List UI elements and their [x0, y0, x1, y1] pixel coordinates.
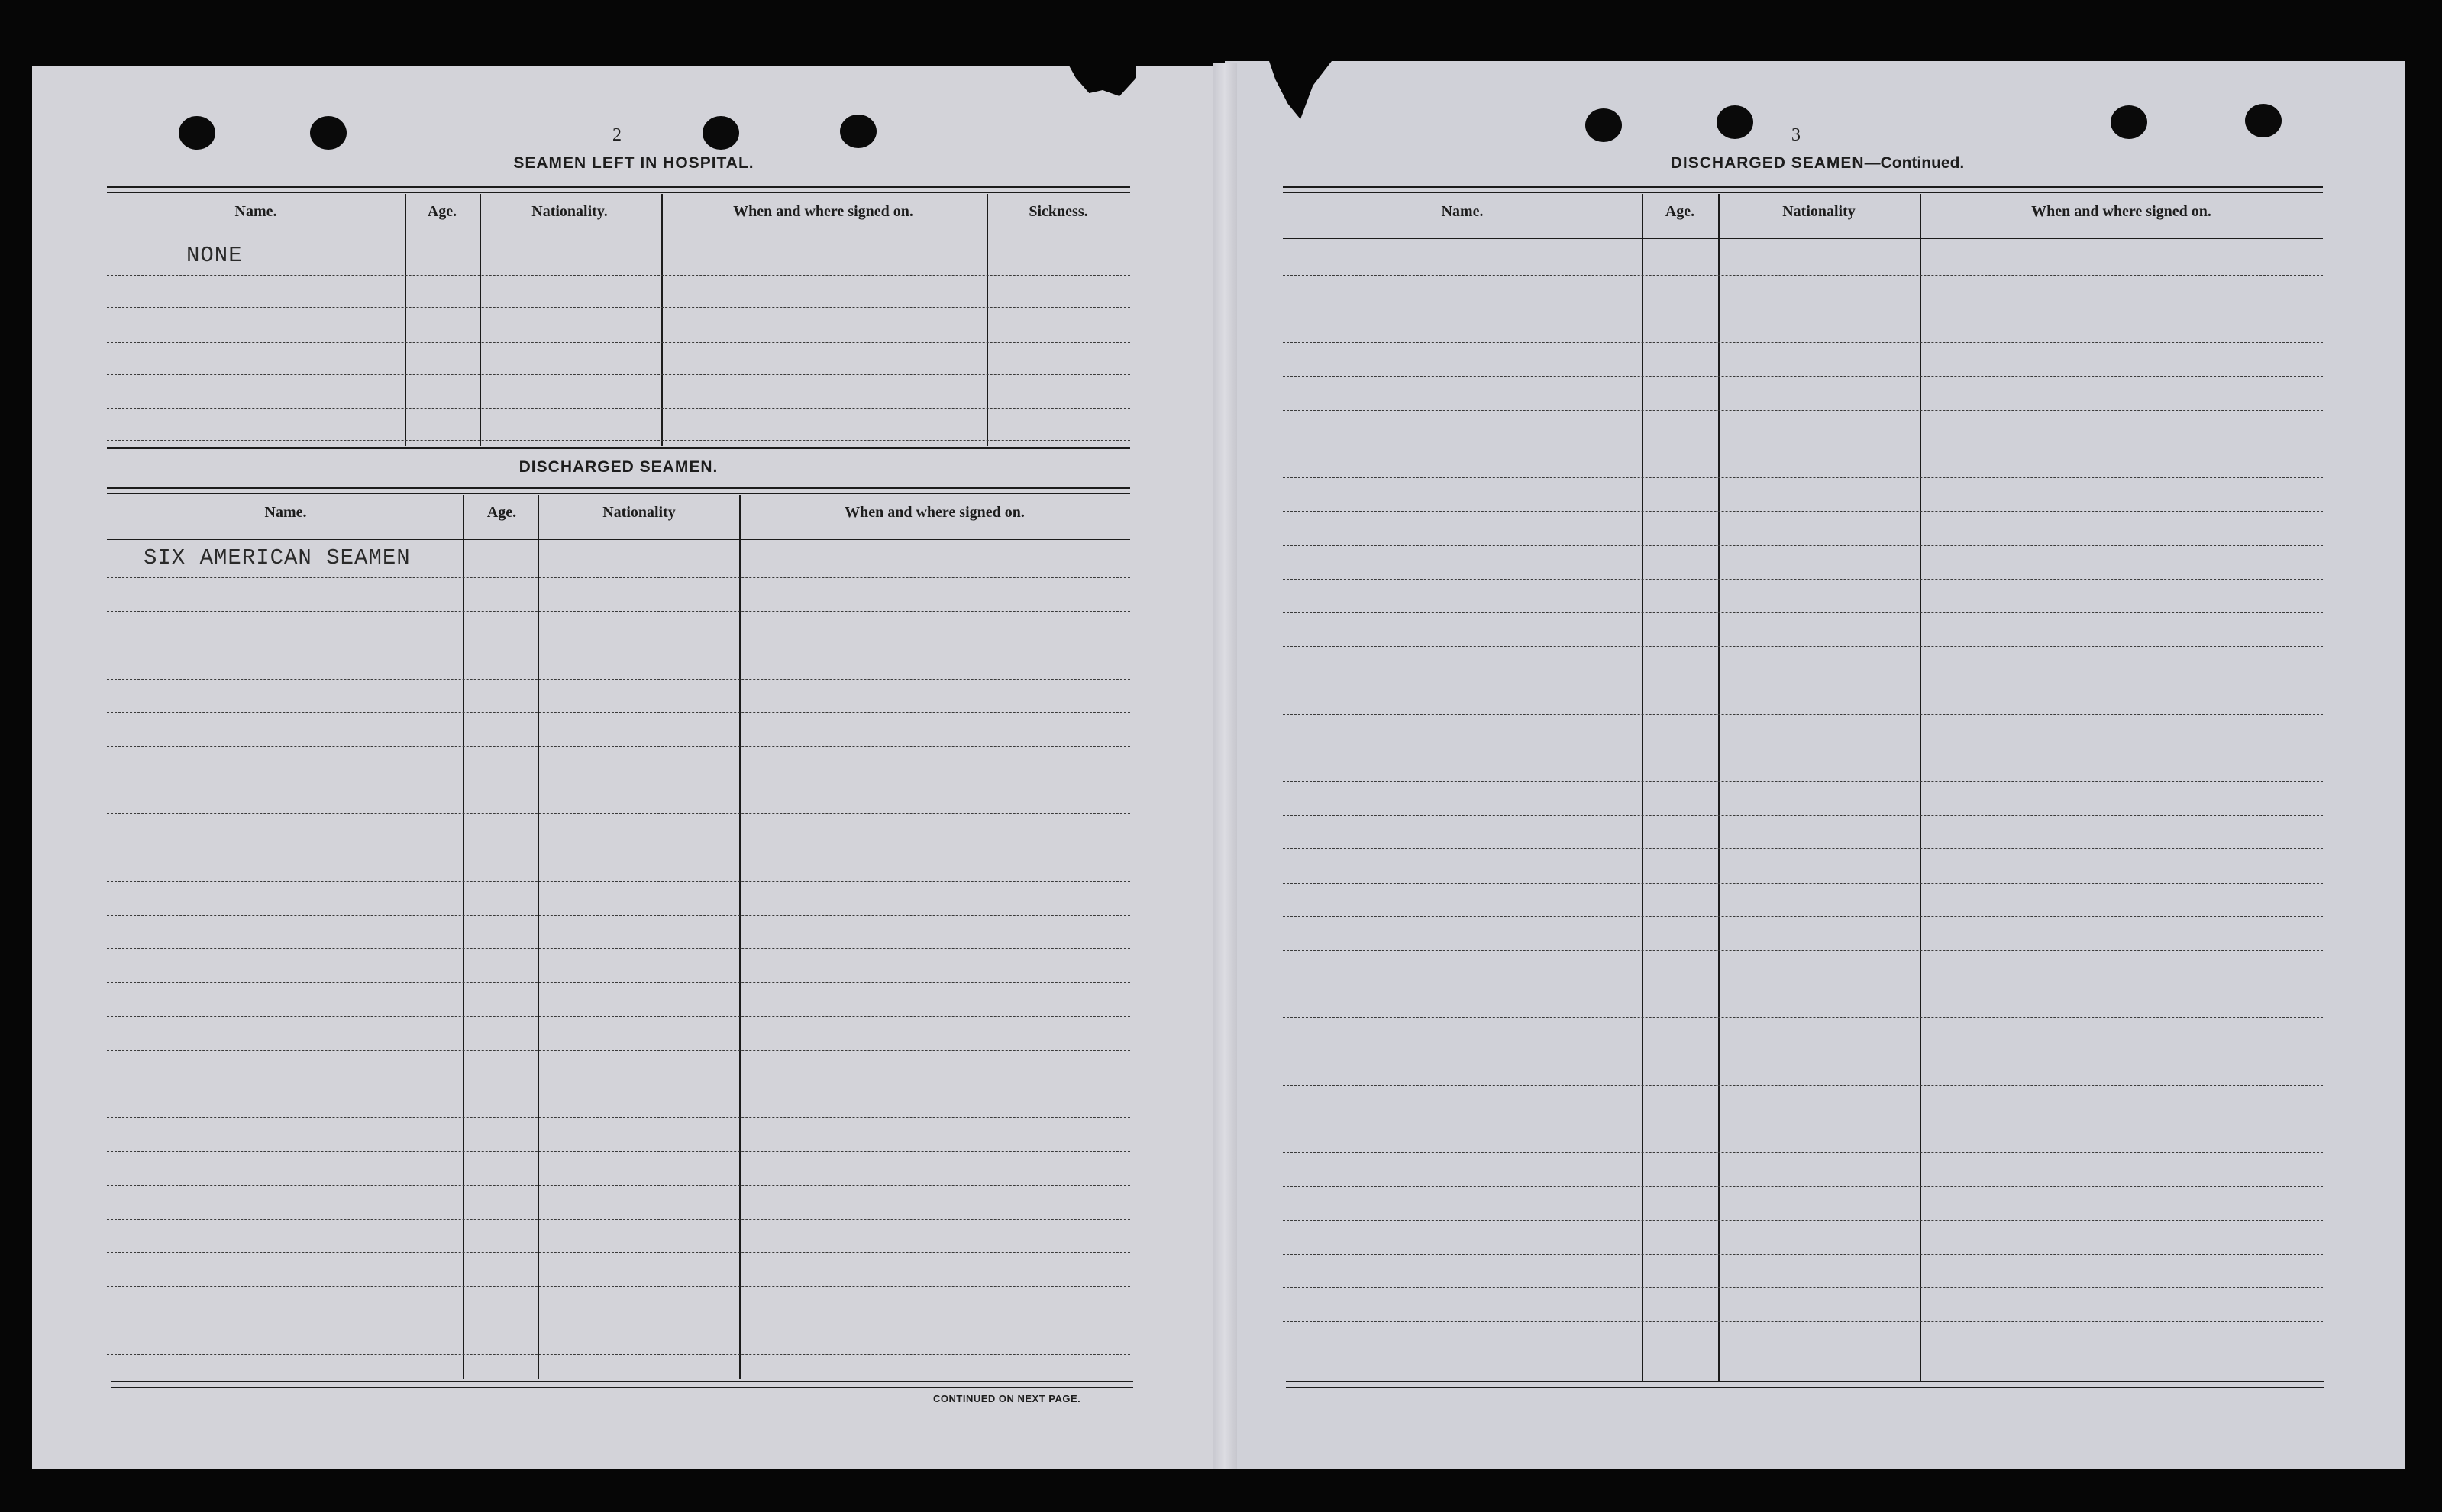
discharged-table-top-rule [107, 487, 1130, 489]
discharged-header-rule [107, 539, 1130, 540]
table-row-rule [107, 915, 1130, 916]
discharged-col-age: Age. [486, 504, 517, 521]
table-row-rule [1283, 848, 2323, 849]
discharged-col-divider [739, 495, 741, 1379]
right-table-top-rule [1283, 186, 2323, 188]
right-header-rule [1283, 238, 2323, 239]
table-row-rule [1283, 1186, 2323, 1187]
table-row-rule [1283, 477, 2323, 478]
table-row-rule [107, 813, 1130, 814]
discharged-col-divider [538, 495, 539, 1379]
table-row-rule [1283, 1321, 2323, 1322]
table-row-rule [107, 712, 1130, 713]
table-row-rule [1283, 376, 2323, 377]
hospital-row-rule [107, 440, 1130, 441]
punch-hole [2245, 104, 2282, 137]
discharged-col-divider [463, 495, 464, 1379]
table-row-rule [107, 1050, 1130, 1051]
table-row-rule [107, 1185, 1130, 1186]
hospital-table-bottom-rule [107, 447, 1130, 449]
punch-hole [703, 116, 739, 150]
table-row-rule [107, 611, 1130, 612]
right-col-when-where: When and where signed on. [2031, 203, 2211, 220]
table-row-rule [107, 1286, 1130, 1287]
table-row-rule [1283, 1085, 2323, 1086]
discharged-continued-title-main: DISCHARGED SEAMEN [1670, 154, 1865, 172]
hospital-row-rule [107, 275, 1130, 276]
hospital-col-name: Name. [234, 203, 277, 220]
table-row-rule [1283, 916, 2323, 917]
table-row-rule [1283, 511, 2323, 512]
hospital-table-top-rule [107, 186, 1130, 188]
discharged-col-nationality: Nationality [602, 504, 676, 521]
hospital-row-rule [107, 374, 1130, 375]
table-row-rule [1283, 1287, 2323, 1288]
punch-hole [1585, 108, 1622, 142]
table-row-rule [1283, 579, 2323, 580]
table-row-rule [1283, 1220, 2323, 1221]
discharged-col-when-where: When and where signed on. [845, 504, 1025, 521]
hospital-section-title: SEAMEN LEFT IN HOSPITAL. [513, 154, 754, 172]
discharged-continued-title-suffix: —Continued. [1864, 154, 1965, 172]
continued-note: CONTINUED ON NEXT PAGE. [933, 1393, 1081, 1404]
punch-hole [1717, 105, 1753, 139]
table-row-rule [1283, 1152, 2323, 1153]
right-table-top-rule [1283, 192, 2323, 193]
page-number: 2 [612, 125, 622, 145]
table-row-rule [1283, 410, 2323, 411]
discharged-section-title: DISCHARGED SEAMEN. [518, 458, 719, 476]
table-row-rule [1283, 275, 2323, 276]
right-col-divider [1920, 194, 1921, 1381]
discharged-entry-name: SIX AMERICAN SEAMEN [144, 545, 411, 570]
right-col-divider [1718, 194, 1720, 1381]
hospital-row-rule [107, 408, 1130, 409]
table-row-rule [107, 1016, 1130, 1017]
table-row-rule [107, 1252, 1130, 1253]
table-row-rule [1283, 714, 2323, 715]
left-page [32, 66, 1225, 1469]
right-page [1225, 61, 2405, 1469]
right-col-name: Name. [1441, 203, 1484, 220]
table-row-rule [1283, 950, 2323, 951]
table-row-rule [107, 1117, 1130, 1118]
discharged-col-name: Name. [264, 504, 307, 521]
punch-hole [2111, 105, 2147, 139]
page-number: 3 [1791, 125, 1801, 145]
table-row-rule [107, 679, 1130, 680]
table-row-rule [107, 881, 1130, 882]
table-row-rule [107, 948, 1130, 949]
discharged-table-bottom-rule [111, 1381, 1133, 1382]
hospital-col-sickness: Sickness. [1029, 203, 1088, 220]
table-row-rule [107, 577, 1130, 578]
table-row-rule [1283, 612, 2323, 613]
right-table-bottom-rule [1286, 1381, 2324, 1382]
table-row-rule [1283, 342, 2323, 343]
punch-hole [179, 116, 215, 150]
table-row-rule [107, 746, 1130, 747]
table-row-rule [1283, 545, 2323, 546]
table-row-rule [1283, 1254, 2323, 1255]
discharged-continued-title [1573, 154, 2062, 173]
right-col-nationality: Nationality [1782, 203, 1856, 220]
hospital-row-rule [107, 342, 1130, 343]
punch-hole [840, 115, 877, 148]
table-row-rule [107, 1219, 1130, 1220]
page-gutter [1213, 63, 1237, 1469]
table-row-rule [107, 1354, 1130, 1355]
discharged-table-bottom-rule [111, 1387, 1133, 1388]
right-col-age: Age. [1665, 203, 1695, 220]
punch-hole [310, 116, 347, 150]
right-table-bottom-rule [1286, 1387, 2324, 1388]
table-row-rule [107, 1151, 1130, 1152]
hospital-table-top-rule [107, 192, 1130, 193]
hospital-row-rule [107, 307, 1130, 308]
hospital-entry-name: NONE [186, 243, 243, 268]
right-col-divider [1642, 194, 1643, 1381]
table-row-rule [1283, 646, 2323, 647]
table-row-rule [1283, 781, 2323, 782]
table-row-rule [1283, 1017, 2323, 1018]
discharged-table-top-rule [107, 493, 1130, 494]
table-row-rule [1283, 815, 2323, 816]
table-row-rule [107, 982, 1130, 983]
table-row-rule [1283, 883, 2323, 884]
hospital-col-when-where: When and where signed on. [733, 203, 913, 220]
hospital-col-nationality: Nationality. [531, 203, 608, 220]
hospital-col-age: Age. [427, 203, 457, 220]
